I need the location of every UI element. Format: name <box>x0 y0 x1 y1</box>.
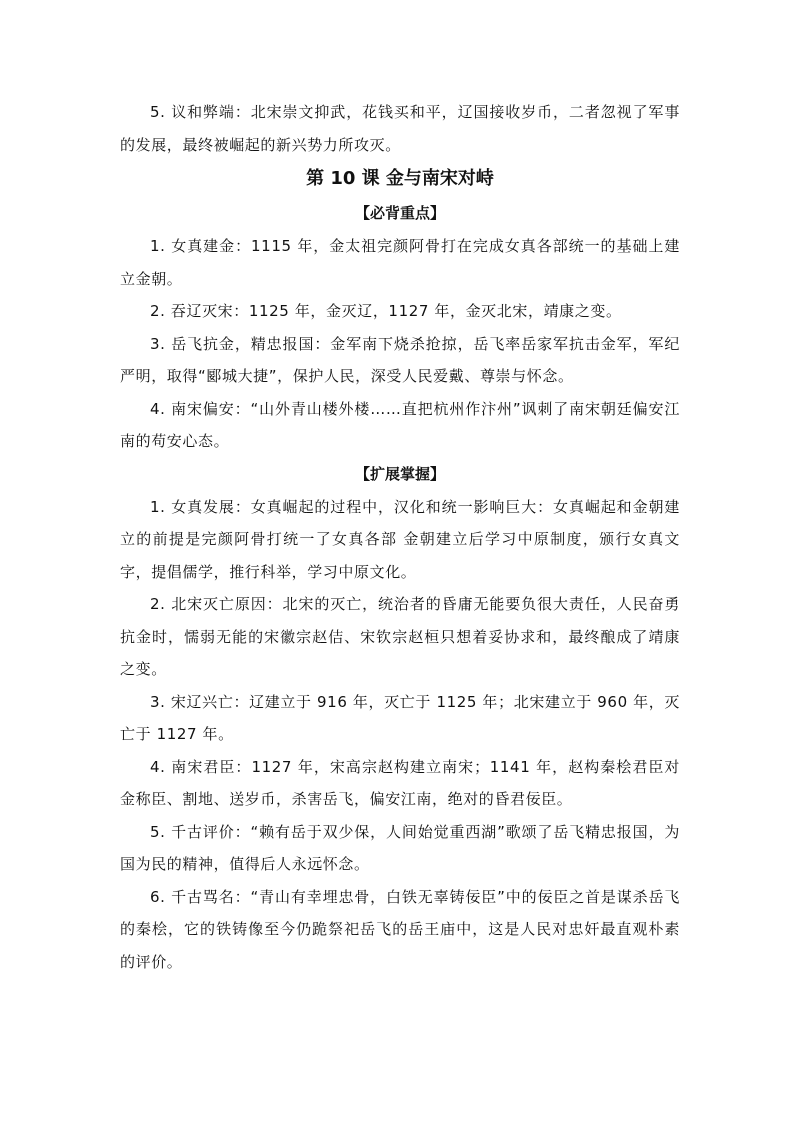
extension-item: 2. 北宋灭亡原因：北宋的灭亡，统治者的昏庸无能要负很大责任，人民奋勇抗金时，懦弱无能的宋徽宗赵佶、宋钦宗赵桓只想着妥协求和，最终酿成了靖康之变。 <box>120 595 680 678</box>
key-points-heading: 【必背重点】 <box>354 204 445 222</box>
key-point-item: 2. 吞辽灭宋：1125 年，金灭辽，1127 年，金灭北宋，靖康之变。 <box>150 302 622 320</box>
extension-item: 4. 南宋君臣：1127 年，宋高宗赵构建立南宋；1141 年，赵构秦桧君臣对金称臣、割地、送岁币，杀害岳飞，偏安江南，绝对的昏君佞臣。 <box>120 757 680 808</box>
key-point-item: 3. 岳飞抗金，精忠报国：金军南下烧杀抢掠，岳飞率岳家军抗击金军，军纪严明，取得“郾城大捷”，保护人民，深受人民爱戴、尊崇与怀念。 <box>120 334 680 385</box>
intro-item: 5. 议和弊端：北宋崇文抑武，花钱买和平，辽国接收岁币，二者忽视了军事的发展，最终被崛起的新兴势力所攻灭。 <box>120 103 680 154</box>
document-page <box>120 96 680 978</box>
extension-heading: 【扩展掌握】 <box>354 464 445 483</box>
extension-item: 5. 千古评价：“赖有岳于双少保，人间始觉重西湖”歌颂了岳飞精忠报国，为国为民的精神，值得后人永远怀念。 <box>120 822 680 873</box>
lesson-title: 第 10 课 金与南宋对峙 <box>306 168 494 189</box>
extension-item: 3. 宋辽兴亡：辽建立于 916 年，灭亡于 1125 年；北宋建立于 960 年，灭亡于 1127 年。 <box>120 692 680 743</box>
extension-item: 1. 女真发展：女真崛起的过程中，汉化和统一影响巨大：女真崛起和金朝建立的前提是完颜阿骨打统一了女真各部 金朝建立后学习中原制度，颁行女真文字，提倡儒学，推行科举，学习中原文化。 <box>120 497 680 581</box>
key-point-item: 4. 南宋偏安：“山外青山楼外楼……直把杭州作汴州”讽刺了南宋朝廷偏安江南的苟安心态。 <box>120 399 680 450</box>
extension-item: 6. 千古骂名：“青山有幸埋忠骨，白铁无辜铸佞臣”中的佞臣之首是谋杀岳飞的秦桧，它的铁铸像至今仍跪祭祀岳飞的岳王庙中，这是人民对忠奸最直观朴素的评价。 <box>120 887 680 971</box>
key-point-item: 1. 女真建金：1115 年，金太祖完颜阿骨打在完成女真各部统一的基础上建立金朝。 <box>120 237 680 288</box>
